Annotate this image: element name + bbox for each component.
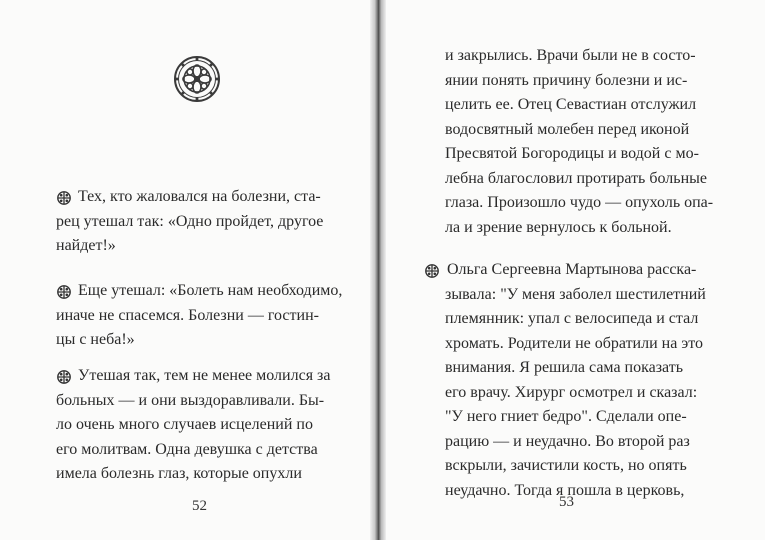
text-line: зывала: "У меня заболел шестилетний xyxy=(445,285,706,303)
text-line: Еще утешал: «Болеть нам необходимо, xyxy=(78,282,343,299)
right-paragraph-1 xyxy=(445,44,717,240)
text-line: глаза. Произошло чудо — опухоль опа- xyxy=(445,194,714,211)
left-paragraph-1 xyxy=(56,185,352,259)
text-line: Утешая так, тем не менее молился за xyxy=(78,367,331,384)
text-line: Пресвятой Богородицы и водой с мо- xyxy=(445,145,699,162)
ornamental-bullet-icon xyxy=(425,264,439,278)
text-line: больных — и они выздоравливали. Бы- xyxy=(56,391,325,409)
ornamental-bullet-icon xyxy=(57,191,71,205)
round-ornament-icon xyxy=(173,55,221,103)
text-line: внимания. Я решила сама показать xyxy=(445,359,684,376)
text-line: рацию — и неудачно. Во второй раз xyxy=(445,432,690,450)
text-line: его врачу. Хирург осмотрел и сказал: xyxy=(445,383,698,401)
text-line: иначе не спасемся. Болезни — гостин- xyxy=(56,306,319,324)
text-line: "У него гниет бедро". Сделали опе- xyxy=(445,408,687,425)
text-line: ла и зрение вернулось к больной. xyxy=(445,218,672,236)
text-line: имела болезнь глаз, которые опухли xyxy=(56,465,302,482)
text-line: хромать. Родители не обратили на это xyxy=(445,334,703,352)
ornamental-bullet-icon xyxy=(57,285,71,299)
text-line: племянник: упал с велосипеда и стал xyxy=(445,310,699,327)
text-line: янии понять причину болезни и ис- xyxy=(445,71,688,89)
text-line: и закрылись. Врачи были не в состо- xyxy=(445,47,696,64)
text-line: цы с неба!» xyxy=(56,331,135,348)
text-line: ло очень много случаев исцелений по xyxy=(56,416,313,433)
text-line: Тех, кто жаловался на болезни, ста- xyxy=(78,188,321,205)
ornamental-bullet-icon xyxy=(57,370,71,384)
text-line: лебна благословил протирать больные xyxy=(445,169,707,187)
text-line: вскрыли, зачистили кость, но опять xyxy=(445,457,687,474)
text-line: неудачно. Тогда я пошла в церковь, xyxy=(445,481,685,499)
page-number-left: 52 xyxy=(192,498,207,514)
text-line: рец утешал так: «Одно пройдет, другое xyxy=(56,212,324,230)
text-line: водосвятный молебен перед иконой xyxy=(445,120,690,138)
right-paragraph-2 xyxy=(447,258,719,503)
text-line: целить ее. Отец Севастиан отслужил xyxy=(445,96,697,113)
left-paragraph-3 xyxy=(56,364,352,487)
text-line: Ольга Сергеевна Мартынова расска- xyxy=(447,261,697,278)
text-line: найдет!» xyxy=(56,237,116,254)
text-line: его молитвам. Одна девушка с детства xyxy=(56,440,318,458)
book-spine xyxy=(370,0,386,540)
left-paragraph-2 xyxy=(56,279,352,353)
page-number-right: 53 xyxy=(559,494,574,510)
